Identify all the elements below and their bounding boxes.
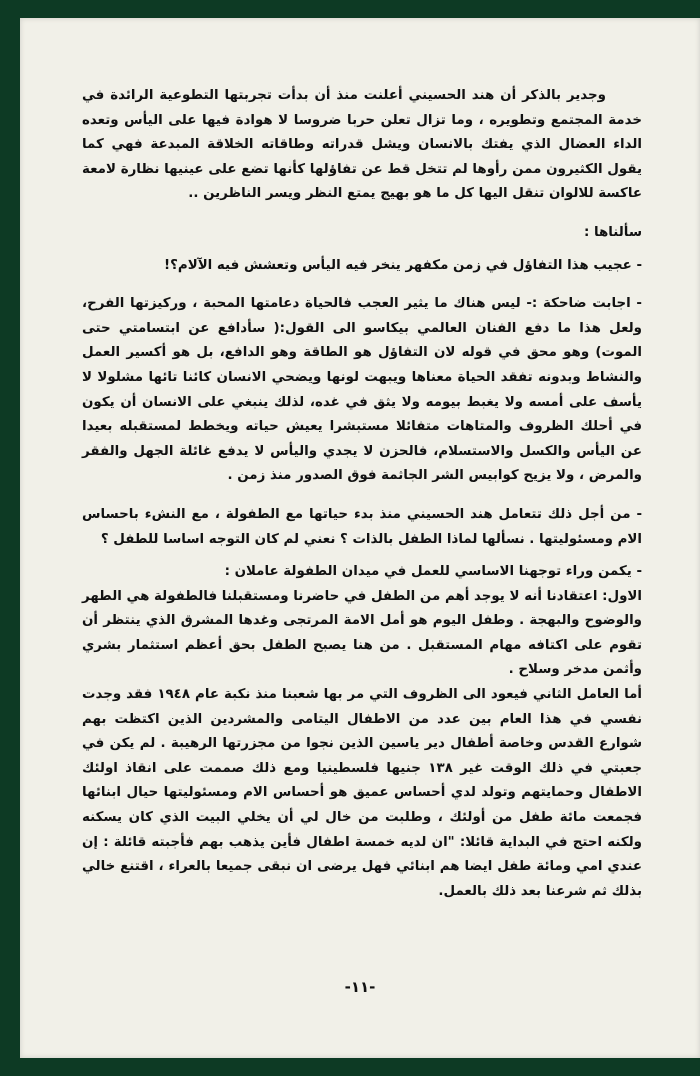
- body-text: [82, 84, 642, 904]
- paragraph-second-factor: أما العامل الثاني فيعود الى الظروف التي مر بها شعبنا منذ نكبة عام ١٩٤٨ فقد وجدت نفسي في هذا العام بين عدد من الاطفال اليتامى والمشردين الذين اكتظت بهم شوارع القدس وخاصة أطفال دير ياسين الذين نجوا من مجزرتها الرهيبة . لم يكن في جعبتي في ذلك الوقت غير ١٣٨ جنيها فلسطينيا ومع ذلك صممت على انقاذ اولئك الاطفال وحمايتهم وتولد لدي أحساس عميق هو أحساس الام ومسئوليتها حيال ابنائها فجمعت مائة طفل من أولئك ، وطلبت من خال لي أن يخلي البيت الذي كان يسكنه ولكنه احتج في البداية قائلا: "ان لديه خمسة اطفال فأين يذهب بهم فأجبته قائلة : إن عندي امي ومائة طفل ايضا هم ابنائي فهل يرضى ان نبقى جميعا بالعراء ، اقتنع خالي بذلك ثم شرعنا بعد ذلك بالعمل.: [82, 687, 642, 899]
- paragraph-two-factors: - يكمن وراء توجهنا الاساسي للعمل في ميدان الطفولة عاملان :: [224, 564, 642, 580]
- paragraph-intro: وجدير بالذكر أن هند الحسيني أعلنت منذ أن بدأت تجربتها التطوعية الرائدة في خدمة المجتمع وتطويره ، وما تزال تعلن حربا ضروسا لا هوادة فيها على اليأس وتعده الداء العضال الذي يفتك بالانسان ويشل قدراته وطاقاته الخلاقة المبدعة فهي كما يقول الكثيرون ممن رأوها لم تتخل قط عن تفاؤلها كأنها تضع على عينيها نظارة لامعة عاكسة للالوان تنقل اليها كل ما هو بهيج يمتع النظر ويسر الناظرين ..: [82, 88, 642, 202]
- paragraph-question-optimism: - عجيب هذا التفاؤل في زمن مكفهر ينخر فيه اليأس وتعشش فيه الآلام؟!: [164, 257, 642, 273]
- paragraph-answer-optimism: - اجابت ضاحكة :- ليس هناك ما يثير العجب فالحياة دعامتها المحبة ، وركيزتها الفرح، ولعل هذا ما دفع الفنان العالمي بيكاسو الى القول:( سأدافع عن ابتسامتي حتى الموت) وهو محق في قوله لان التفاؤل هو الطاقة وهو الدافع، بل هو أكسير العمل والنشاط وبدونه تفقد الحياة معناها ويبهت لونها ويضحي الانسان كائنا تائها مشلولا لا يأسف على أمسه ولا يغبط بيومه ولا يثق في غده، لذلك ينبغي على الانسان أن يكون في أحلك الظروف والمتاهات متفائلا مستبشرا يعيش حياته ويخطط لمستقبله بعيدا عن اليأس والكسل والاستسلام، فالحزن لا يجدي واليأس لا يدفع غائلة الجهل والفقر والمرض ، ولا يزيح كوابيس الشر الجاثمة فوق الصدور منذ زمن .: [82, 296, 642, 484]
- page-number: -١١-: [344, 978, 376, 996]
- paragraph-asked: سألناها :: [583, 224, 642, 240]
- document-page: [20, 18, 700, 1058]
- paragraph-question-child: - من أجل ذلك تتعامل هند الحسيني منذ بدء حياتها مع الطفولة ، مع النشء باحساس الام ومسئوليتها . نسألها لماذا الطفل بالذات ؟ نعني لم كان التوجه اساسا للطفل ؟: [82, 506, 642, 547]
- paragraph-first-factor: الاول: اعتقادنا أنه لا يوجد أهم من الطفل في حاضرنا ومستقبلنا فالطفولة هي الطهر والوضوح والبهجة . وطفل اليوم هو أمل الامة المرتجى وغدها المشرق الذي ينتظر أن تقوم على اكتافه مهام المستقبل . من هنا يصبح الطفل بحق أعظم استثمار بشري وأثمن مدخر وسلاح .: [82, 588, 642, 678]
